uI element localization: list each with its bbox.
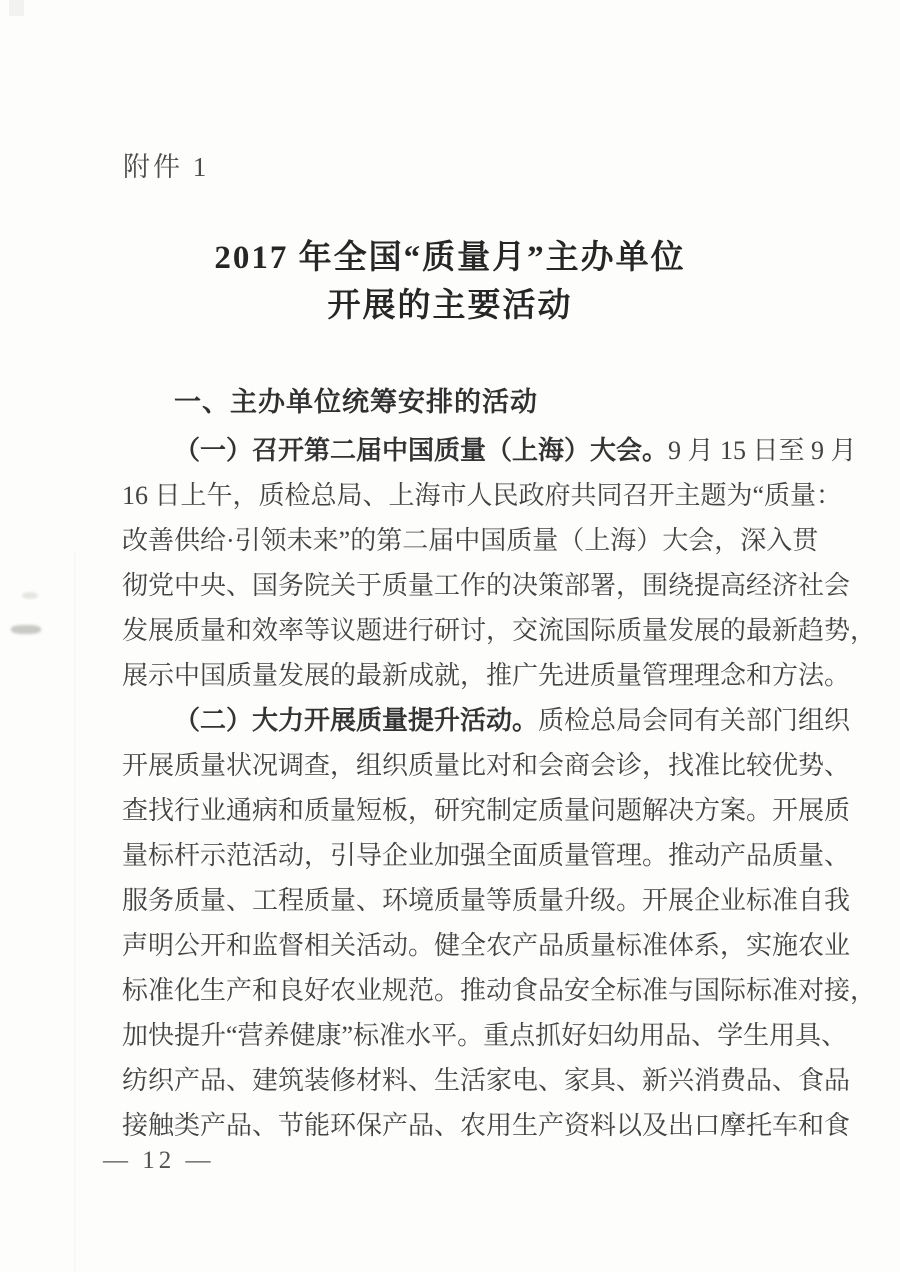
paragraph-2-lead-rest: 质检总局会同有关部门组织 [538, 706, 851, 735]
body-line: 声明公开和监督相关活动。健全农产品质量标准体系，实施农业 [122, 931, 851, 960]
body-line: 接触类产品、节能环保产品、农用生产资料以及出口摩托车和食 [122, 1111, 851, 1140]
body-line: 彻党中央、国务院关于质量工作的决策部署，围绕提高经济社会 [122, 571, 851, 600]
document-title-line-2: 开展的主要活动 [327, 288, 573, 324]
scan-smudge-artifact [11, 625, 41, 634]
body-line [122, 428, 857, 473]
paragraph-2 [122, 698, 877, 1148]
scan-line-artifact [74, 552, 76, 1272]
document-title-line-1: 2017 年全国“质量月”主办单位 [214, 240, 686, 276]
body-line: 查找行业通病和质量短板，研究制定质量问题解决方案。开展质 [122, 796, 851, 825]
paragraph-1 [122, 428, 877, 698]
paragraph-2-lead: （二）大力开展质量提升活动。 [174, 706, 539, 735]
scan-corner-artifact [9, 0, 24, 16]
body-line [122, 698, 851, 743]
page-number: — 12 — [103, 1147, 215, 1174]
body-line: 展示中国质量发展的最新成就，推广先进质量管理理念和方法。 [122, 661, 851, 690]
body-line: 纺织产品、建筑装修材料、生活家电、家具、新兴消费品、食品 [122, 1066, 851, 1095]
body-line: 改善供给·引领未来”的第二届中国质量（上海）大会，深入贯 [122, 526, 819, 555]
body-line: 16 日上午，质检总局、上海市人民政府共同召开主题为“质量： [122, 481, 843, 510]
section-heading: 一、主办单位统筹安排的活动 [174, 387, 538, 417]
body-line: 量标杆示范活动，引导企业加强全面质量管理。推动产品质量、 [122, 841, 851, 870]
document-title [0, 234, 900, 330]
document-body [122, 428, 877, 1148]
body-line: 开展质量状况调查，组织质量比对和会商会诊，找准比较优势、 [122, 751, 851, 780]
paragraph-1-lead: （一）召开第二届中国质量（上海）大会。 [174, 436, 669, 465]
body-line: 发展质量和效率等议题进行研讨，交流国际质量发展的最新趋势， [122, 616, 877, 645]
body-line: 加快提升“营养健康”标准水平。重点抓好妇幼用品、学生用具、 [122, 1021, 848, 1050]
attachment-label: 附件 1 [123, 152, 210, 182]
body-line: 标准化生产和良好农业规范。推动食品安全标准与国际标准对接， [122, 976, 877, 1005]
paragraph-1-lead-rest: 9 月 15 日至 9 月 [668, 436, 857, 465]
scan-smudge-artifact [22, 592, 38, 599]
body-line: 服务质量、工程质量、环境质量等质量升级。开展企业标准自我 [122, 886, 851, 915]
